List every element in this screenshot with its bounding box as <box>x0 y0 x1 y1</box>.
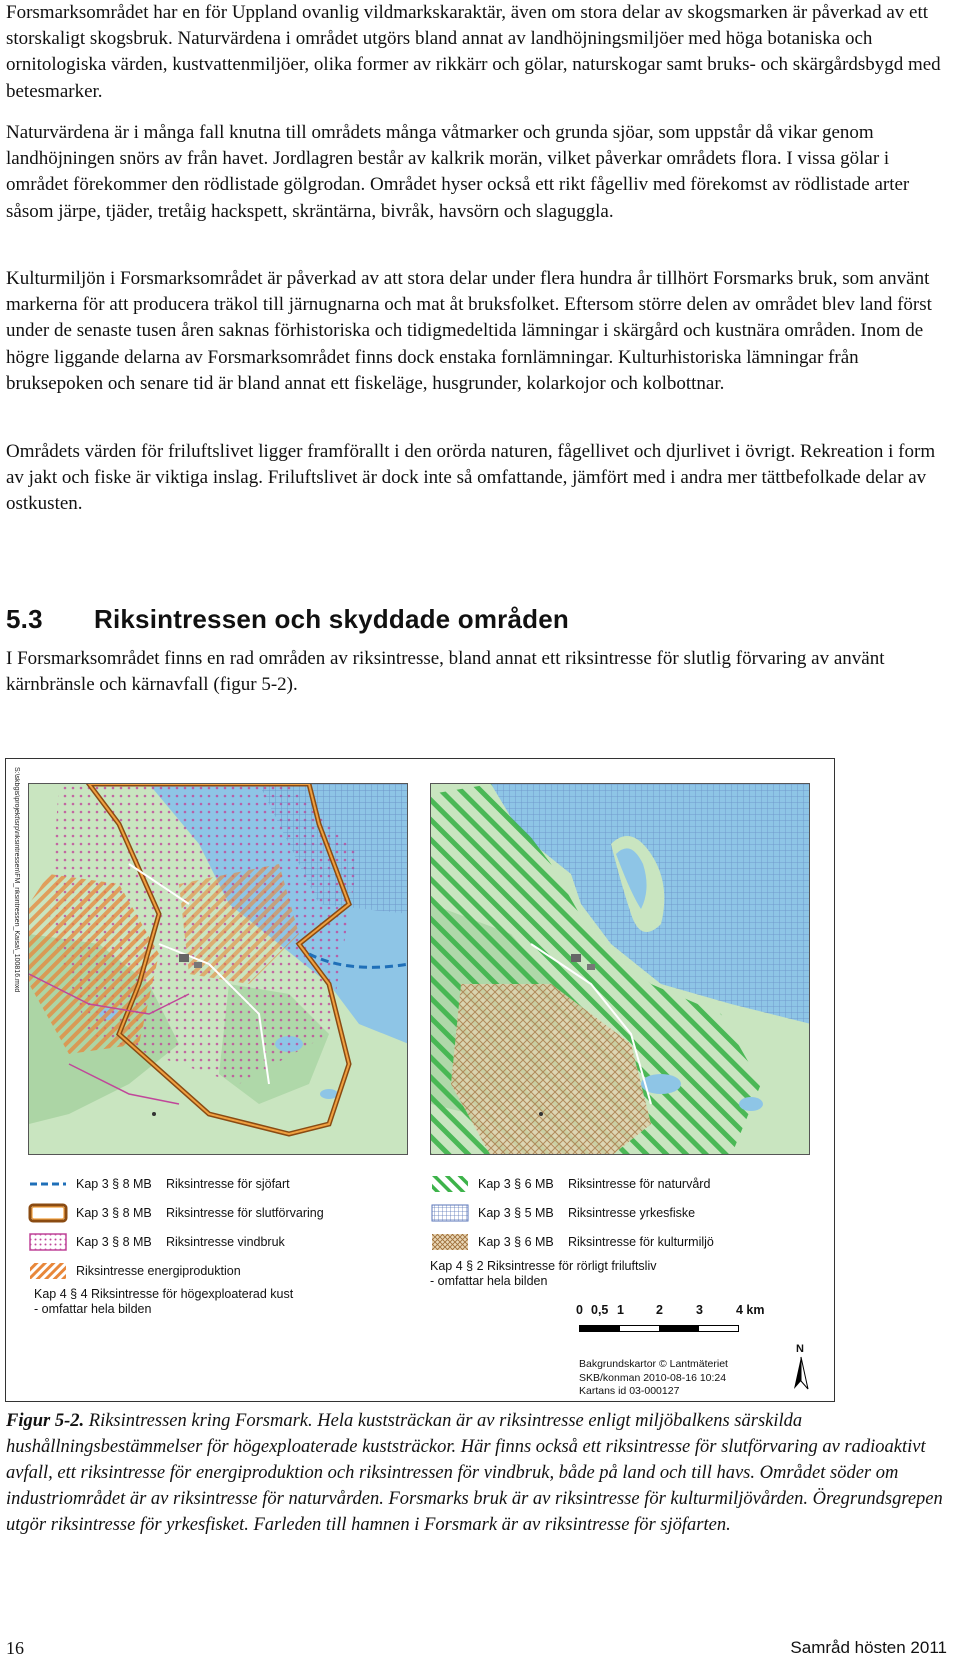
legend-code: Kap 3 § 6 MB <box>478 1235 554 1249</box>
legend-label: Riksintresse energiproduktion <box>76 1264 241 1278</box>
legend-item-nature <box>430 1173 710 1195</box>
legend-line: Kap 4 § 2 Riksintresse för rörligt friluftsliv <box>430 1259 657 1273</box>
map-right-graphic <box>431 784 810 1155</box>
paragraph-recreation: Områdets värden för friluftslivet ligger framförallt i den orörda naturen, fågellivet och djurlivet i övrigt. Rekreation i form av jakt och fiske är viktiga inslag. Friluftslivet är dock inte så omfattande, jämfört med i andra mer tättbefolkade delar av ostkusten. <box>6 441 936 515</box>
legend-code: Kap 3 § 8 MB <box>76 1206 152 1220</box>
credit-line: SKB/konman 2010-08-16 10:24 <box>579 1371 727 1384</box>
section-heading <box>6 604 569 635</box>
legend-label: Riksintresse för kulturmiljö <box>568 1235 714 1249</box>
section-title: Riksintressen och skyddade områden <box>94 604 569 634</box>
scale-label: 0 <box>576 1303 583 1317</box>
section-number: 5.3 <box>6 604 43 634</box>
legend-line: - omfattar hela bilden <box>34 1302 152 1316</box>
paragraph-culture: Kulturmiljön i Forsmarksområdet är påverkad av att stora delar under flera hundra år tillhört Forsmarks bruk, som använt markerna för att producera träkol till järnugnarna och mat åt bruksfolket. Eftersom större delen av området blev land först under de senaste tusen åren saknas förhistoriska och tidigmedeltida lämningar i skärgård och kustnära områden. Inom de högre liggande delarna av Forsmarksområdet finns dock enstaka fornlämningar. Kulturhistoriska lämningar från bruksepoken och senare tid är bland annat ett fiskeläge, husgrunder, kolarkojor och kolbottnar. <box>6 268 932 394</box>
map-credits <box>579 1358 728 1399</box>
magenta-dots-symbol <box>28 1232 68 1252</box>
tan-crosshatch-symbol <box>430 1232 470 1252</box>
caption-text: Riksintressen kring Forsmark. Hela kuststräckan är av riksintresse enligt miljöbalkens särskilda hushållningsbestämmelser för högexploaterade kuststräckor. Här finns också ett riksintresse för slutförvaring av radioaktivt avfall, ett riksintresse för energiproduktion och riksintressen för vindbruk, både på land och till havs. Området söder om industriområdet är av riksintresse för naturvården. Forsmarks bruk är av riksintresse för kulturmiljövården. Öregrundsgrepen utgör riksintresse för yrkesfisket. Farleden till hamnen i Forsmark är av riksintresse för sjöfarten. <box>6 1411 943 1535</box>
north-label: N <box>796 1343 804 1355</box>
scale-label: 3 <box>696 1303 703 1317</box>
legend-item-shipping <box>28 1173 290 1195</box>
credit-line: Kartans id 03-000127 <box>579 1385 680 1397</box>
figure-5-2 <box>5 758 835 1402</box>
paragraph-nature-1: Forsmarksområdet har en för Uppland ovanlig vildmarkskaraktär, även om stora delar av skogsmarken är påverkad av ett storskaligt skogsbruk. Naturvärdena i området utgörs bland annat av landhöjningsmiljöer med höga botaniska och ornitologiska värden, kustvattenmiljöer, olika former av rikkärr och gölar, naturskogar samt bruks- och skärgårdsbygd med betesmarker. <box>6 2 941 102</box>
publication-name: Samråd hösten 2011 <box>790 1638 947 1657</box>
orange-outline-symbol <box>28 1203 68 1223</box>
legend-code: Kap 3 § 6 MB <box>478 1177 554 1191</box>
legend-item-wind <box>28 1231 285 1253</box>
scale-bar-segments <box>579 1325 739 1332</box>
credit-line: Bakgrundskartor © Lantmäteriet <box>579 1358 728 1370</box>
scale-label: 0,5 <box>591 1303 609 1317</box>
section-intro: I Forsmarksområdet finns en rad områden av riksintresse, bland annat ett riksintresse för slutlig förvaring av använt kärnbränsle och kärnavfall (figur 5-2). <box>6 648 885 696</box>
caption-lead: Figur 5-2. <box>6 1411 85 1431</box>
map-right <box>430 783 810 1155</box>
legend-item-culture <box>430 1231 714 1253</box>
legend-label: Riksintresse yrkesfiske <box>568 1206 696 1220</box>
figure-caption <box>6 1408 948 1538</box>
scale-label: 1 <box>617 1303 624 1317</box>
legend-label: Riksintresse för naturvård <box>568 1177 711 1191</box>
north-arrow-icon <box>786 1343 816 1393</box>
legend-label: Riksintresse vindbruk <box>166 1235 285 1249</box>
legend-line: Kap 4 § 4 Riksintresse för högexploaterad kust <box>34 1287 294 1301</box>
scale-bar <box>576 1303 779 1343</box>
legend-item-coast <box>34 1287 293 1317</box>
orange-hatch-symbol <box>28 1261 68 1281</box>
legend-label: Riksintresse för slutförvaring <box>166 1206 324 1220</box>
legend-code: Kap 3 § 8 MB <box>76 1177 152 1191</box>
map-left-graphic <box>29 784 408 1155</box>
green-hatch-symbol <box>430 1174 470 1194</box>
legend-item-energy <box>28 1260 241 1282</box>
scale-label: 2 <box>656 1303 663 1317</box>
page-number: 16 <box>6 1638 24 1658</box>
legend-code: Kap 3 § 8 MB <box>76 1235 152 1249</box>
map-left <box>28 783 408 1155</box>
dashed-blue-line-symbol <box>28 1174 68 1194</box>
legend-label: Riksintresse för sjöfart <box>166 1177 290 1191</box>
legend-code: Kap 3 § 5 MB <box>478 1206 554 1220</box>
paragraph-nature-2: Naturvärdena är i många fall knutna till områdets många våtmarker och grunda sjöar, som uppstår då vikar genom landhöjningen snörs av från havet. Jordlagren består av kalkrik morän, vilket påverkar områdets flora. I vissa gölar i området förekommer den rödlistade gölgrodan. Området hyser också ett rikt fågelliv med förekomst av rödlistade arter såsom järpe, tjäder, tretåig hackspett, skräntärna, bivråk, havsörn och slaguggla. <box>6 122 910 222</box>
blue-grid-symbol <box>430 1203 470 1223</box>
legend-item-final-repository <box>28 1202 324 1224</box>
scale-label: 4 km <box>736 1303 765 1317</box>
legend-line: - omfattar hela bilden <box>430 1274 548 1288</box>
map-file-path: S:\skbgis\projekt\srp\riksintressen\FM_riksintressen_Kaisa\_100816.mxd <box>13 767 20 993</box>
legend-item-recreation <box>430 1259 656 1289</box>
legend-item-fishing <box>430 1202 695 1224</box>
